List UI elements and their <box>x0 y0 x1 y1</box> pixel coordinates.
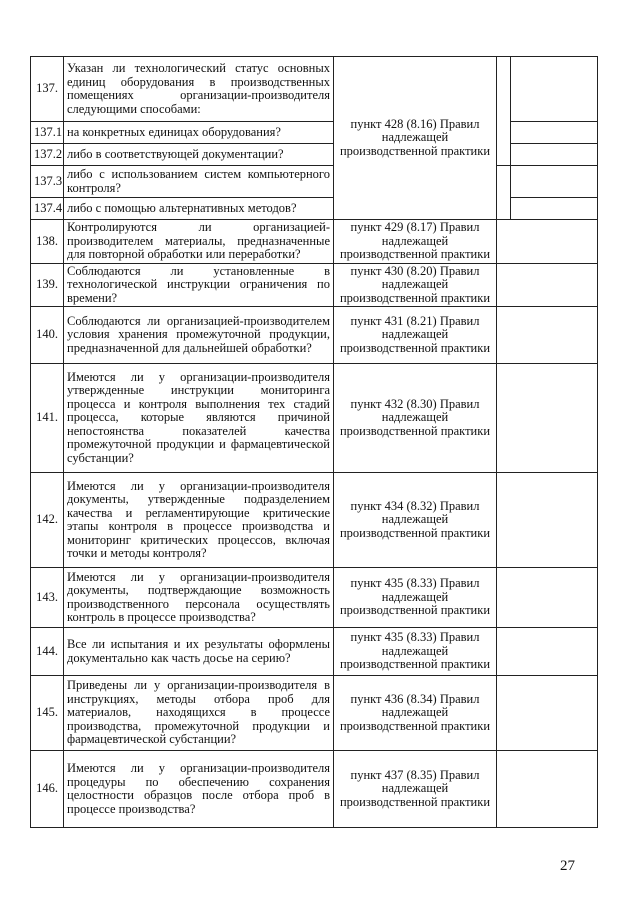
answer-cell <box>497 568 598 628</box>
row-number: 137.2 <box>31 144 64 166</box>
question-text: Все ли испытания и их результаты оформлены документально как часть досье на серию? <box>64 628 334 676</box>
legal-reference: пункт 435 (8.33) Правил надлежащей производственной практики <box>334 568 497 628</box>
legal-reference: пункт 434 (8.32) Правил надлежащей производственной практики <box>334 473 497 568</box>
question-text: либо с использованием систем компьютерного контроля? <box>64 166 334 198</box>
table-row <box>31 473 598 568</box>
row-number: 137.3 <box>31 166 64 198</box>
question-text: Соблюдаются ли установленные в технологической инструкции ограничения по времени? <box>64 263 334 307</box>
legal-reference: пункт 437 (8.35) Правил надлежащей производственной практики <box>334 751 497 828</box>
answer-cell <box>511 122 598 144</box>
question-text: Соблюдаются ли организацией-производителем условия хранения промежуточной продукции, предназначенной для дальнейшей обработки? <box>64 307 334 364</box>
answer-cell <box>511 57 598 122</box>
answer-cell <box>497 751 598 828</box>
table-row <box>31 122 598 144</box>
legal-reference: пункт 436 (8.34) Правил надлежащей производственной практики <box>334 676 497 751</box>
answer-cell <box>497 473 598 568</box>
row-number: 144. <box>31 628 64 676</box>
question-text: Имеются ли у организации-производителя документы, утвержденные подразделением качества и регламентирующие критические этапы контроля в процессе производства и мониторинг критических процессов, включая точки и методы контроля? <box>64 473 334 568</box>
answer-cell <box>497 220 598 264</box>
table-row <box>31 220 598 264</box>
row-number: 138. <box>31 220 64 264</box>
answer-cell <box>497 676 598 751</box>
question-text: Указан ли технологический статус основных единиц оборудования в производственных помещениях организации-производителя следующими способами: <box>64 57 334 122</box>
question-text: Имеются ли у организации-производителя утвержденные инструкции мониторинга процесса и контроля выполнения тех стадий процесса, которые являются причиной непостоянства показателей качества промежуточной продукции и фармацевтической субстанции? <box>64 364 334 473</box>
question-text: Имеются ли у организации-производителя документы, подтверждающие возможность производственного персонала осуществлять контроль в процессе производства? <box>64 568 334 628</box>
table-row <box>31 263 598 307</box>
answer-cell <box>511 166 598 198</box>
checklist-table <box>30 56 598 828</box>
answer-cell <box>497 263 598 307</box>
answer-cell <box>511 144 598 166</box>
row-number: 141. <box>31 364 64 473</box>
legal-reference: пункт 432 (8.30) Правил надлежащей производственной практики <box>334 364 497 473</box>
legal-reference: пункт 431 (8.21) Правил надлежащей производственной практики <box>334 307 497 364</box>
row-number: 143. <box>31 568 64 628</box>
table-row <box>31 166 598 198</box>
table-row <box>31 364 598 473</box>
legal-reference: пункт 430 (8.20) Правил надлежащей производственной практики <box>334 263 497 307</box>
answer-cell <box>497 364 598 473</box>
page-number: 27 <box>560 858 575 874</box>
table-row <box>31 751 598 828</box>
row-number: 137.4 <box>31 198 64 220</box>
legal-reference: пункт 428 (8.16) Правил надлежащей производственной практики <box>334 57 497 220</box>
table-row <box>31 676 598 751</box>
row-number: 146. <box>31 751 64 828</box>
table-row <box>31 144 598 166</box>
table-row <box>31 198 598 220</box>
row-number: 142. <box>31 473 64 568</box>
question-text: либо с помощью альтернативных методов? <box>64 198 334 220</box>
table-row <box>31 568 598 628</box>
row-number: 137.1 <box>31 122 64 144</box>
table-row <box>31 57 598 122</box>
question-text: либо в соответствующей документации? <box>64 144 334 166</box>
answer-cell <box>497 628 598 676</box>
row-number: 145. <box>31 676 64 751</box>
question-text: на конкретных единицах оборудования? <box>64 122 334 144</box>
row-number: 139. <box>31 263 64 307</box>
answer-cell <box>497 166 511 220</box>
row-number: 140. <box>31 307 64 364</box>
legal-reference: пункт 429 (8.17) Правил надлежащей производственной практики <box>334 220 497 264</box>
question-text: Имеются ли у организации-производителя процедуры по обеспечению сохранения целостности образцов после отбора проб в процессе производства? <box>64 751 334 828</box>
legal-reference: пункт 435 (8.33) Правил надлежащей производственной практики <box>334 628 497 676</box>
answer-cell <box>497 57 511 166</box>
table-row <box>31 628 598 676</box>
answer-cell <box>511 198 598 220</box>
question-text: Приведены ли у организации-производителя в инструкциях, методы отбора проб для материалов, находящихся в процессе производства, промежуточной продукции и фармацевтической субстанции? <box>64 676 334 751</box>
answer-cell <box>497 307 598 364</box>
question-text: Контролируются ли организацией-производителем материалы, предназначенные для повторной обработки или переработки? <box>64 220 334 264</box>
row-number: 137. <box>31 57 64 122</box>
table-row <box>31 307 598 364</box>
